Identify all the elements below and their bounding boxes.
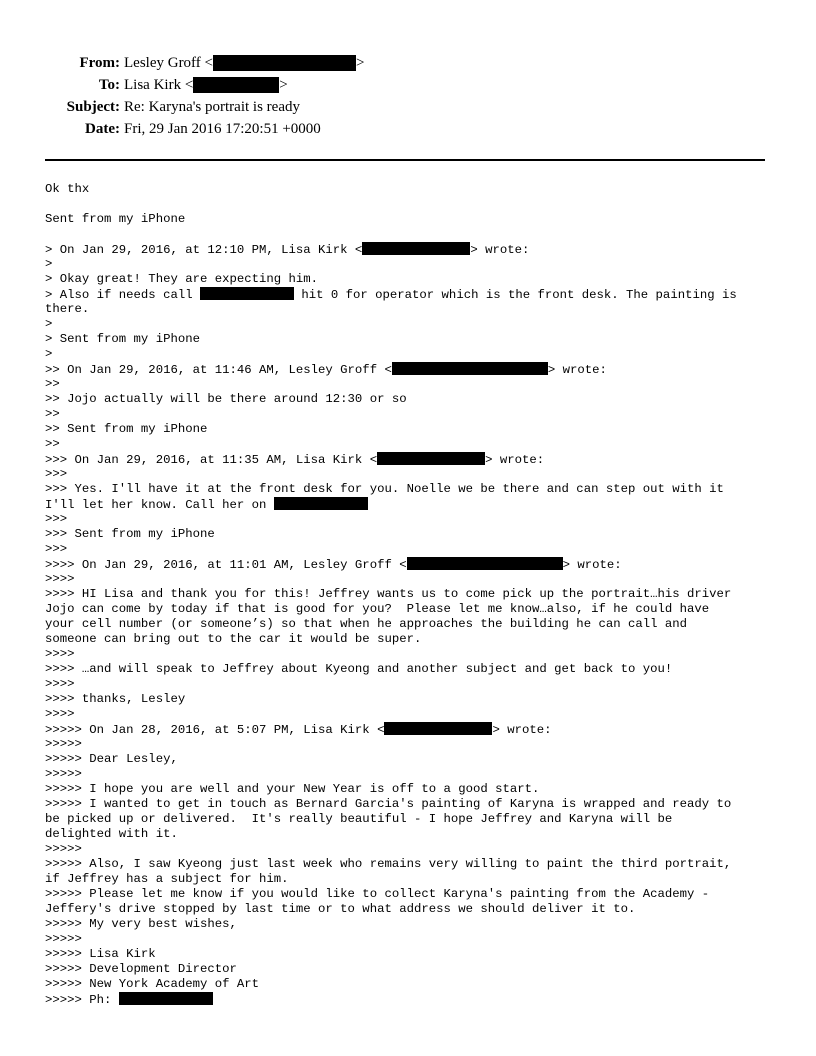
body-line: >>>> thanks, Lesley [45, 692, 186, 706]
body-line: there. [45, 302, 90, 316]
email-header [0, 52, 816, 140]
quote-header-wrote: > wrote: [470, 243, 530, 257]
redaction-bar [213, 55, 356, 71]
redaction-bar [384, 722, 492, 735]
body-line: someone can bring out to the car it would be super. [45, 632, 422, 646]
from-label: From: [79, 55, 120, 71]
body-line: > [45, 347, 53, 361]
body-line: if Jeffrey has a subject for him. [45, 872, 289, 886]
quote-header-text: >> On Jan 29, 2016, at 11:46 AM, Lesley Groff < [45, 363, 392, 377]
body-text: hit 0 for operator which is the front desk. The painting is [293, 288, 737, 302]
body-line [45, 287, 785, 302]
quote-header-text: >>> On Jan 29, 2016, at 11:35 AM, Lisa Kirk < [45, 453, 378, 467]
body-line: >>>> HI Lisa and thank you for this! Jeffrey wants us to come pick up the portrait…his driver [45, 587, 732, 601]
from-close: > [356, 55, 365, 71]
body-line: >>>>> [45, 842, 82, 856]
body-line: >> [45, 377, 60, 391]
body-line: >> Jojo actually will be there around 12:30 or so [45, 392, 407, 406]
redaction-bar [200, 287, 294, 300]
body-line [45, 722, 785, 737]
body-line-blank [45, 197, 785, 212]
body-line: >>> [45, 542, 68, 556]
quote-header-text: > On Jan 29, 2016, at 12:10 PM, Lisa Kirk < [45, 243, 363, 257]
body-line: > [45, 257, 53, 271]
body-line: >>>> [45, 572, 75, 586]
quote-header-wrote: > wrote: [485, 453, 545, 467]
subject-row [0, 96, 816, 118]
body-line: >>> [45, 512, 68, 526]
body-line: >>>>> I wanted to get in touch as Bernard Garcia's painting of Karyna is wrapped and ready to [45, 797, 732, 811]
body-line: >> Sent from my iPhone [45, 422, 208, 436]
body-line [45, 557, 785, 572]
body-line: >>>>> [45, 932, 82, 946]
to-value: Lisa Kirk < [124, 77, 194, 93]
body-line: Jeffery's drive stopped by last time or to what address we should deliver it to. [45, 902, 636, 916]
body-line: >>>>> Dear Lesley, [45, 752, 178, 766]
redaction-bar [119, 992, 213, 1005]
body-line [45, 497, 785, 512]
body-line: >>>> [45, 677, 75, 691]
body-line: >>>>> My very best wishes, [45, 917, 237, 931]
subject-label: Subject: [66, 99, 120, 115]
from-row [0, 52, 816, 74]
body-line-blank [45, 227, 785, 242]
body-line: be picked up or delivered. It's really beautiful - I hope Jeffrey and Karyna will be [45, 812, 673, 826]
to-label: To: [98, 77, 120, 93]
body-line: >>> [45, 467, 68, 481]
subject-value: Re: Karyna's portrait is ready [124, 99, 300, 115]
body-line: >>> Sent from my iPhone [45, 527, 215, 541]
email-body [45, 182, 785, 1007]
quote-header-wrote: > wrote: [562, 558, 622, 572]
from-value: Lesley Groff < [124, 55, 213, 71]
body-line: >>>>> [45, 767, 82, 781]
body-line: your cell number (or someone’s) so that when he approaches the building he can call and [45, 617, 688, 631]
to-row [0, 74, 816, 96]
body-line: Jojo can come by today if that is good for you? Please let me know…also, if he could have [45, 602, 710, 616]
body-line: >>>>> Please let me know if you would like to collect Karyna's painting from the Academy - [45, 887, 710, 901]
body-line: >>>> …and will speak to Jeffrey about Kyeong and another subject and get back to you! [45, 662, 673, 676]
body-text: > Also if needs call [45, 288, 200, 302]
body-line: Ok thx [45, 182, 90, 196]
body-line: >>>>> Lisa Kirk [45, 947, 156, 961]
quote-header-text: >>>>> On Jan 28, 2016, at 5:07 PM, Lisa Kirk < [45, 723, 385, 737]
body-line: >>>>> New York Academy of Art [45, 977, 260, 991]
body-line [45, 362, 785, 377]
body-line: delighted with it. [45, 827, 178, 841]
quote-header-wrote: > wrote: [547, 363, 607, 377]
body-line: >>> Yes. I'll have it at the front desk for you. Noelle we be there and can step out with it [45, 482, 724, 496]
body-line: >>>> [45, 647, 75, 661]
body-line: > Okay great! They are expecting him. [45, 272, 319, 286]
body-line: >>>> [45, 707, 75, 721]
body-line: Sent from my iPhone [45, 212, 186, 226]
body-line: > [45, 317, 53, 331]
quote-header-wrote: > wrote: [492, 723, 552, 737]
header-divider [45, 159, 765, 161]
date-row [0, 118, 816, 140]
redaction-bar [193, 77, 279, 93]
redaction-bar [377, 452, 485, 465]
quote-header-text: >>>> On Jan 29, 2016, at 11:01 AM, Lesley Groff < [45, 558, 407, 572]
body-text: I'll let her know. Call her on [45, 498, 274, 512]
date-value: Fri, 29 Jan 2016 17:20:51 +0000 [124, 121, 321, 137]
body-line [45, 992, 785, 1007]
body-line: >> [45, 407, 60, 421]
body-line [45, 452, 785, 467]
body-line: >>>>> Development Director [45, 962, 237, 976]
redaction-bar [392, 362, 548, 375]
date-label: Date: [85, 121, 120, 137]
body-line: > Sent from my iPhone [45, 332, 200, 346]
body-text: >>>>> Ph: [45, 993, 119, 1007]
body-line: >> [45, 437, 60, 451]
redaction-bar [407, 557, 563, 570]
body-line [45, 242, 785, 257]
body-line: >>>>> I hope you are well and your New Year is off to a good start. [45, 782, 540, 796]
body-line: >>>>> Also, I saw Kyeong just last week who remains very willing to paint the third portrait, [45, 857, 732, 871]
redaction-bar [362, 242, 470, 255]
body-line: >>>>> [45, 737, 82, 751]
redaction-bar [274, 497, 368, 510]
to-close: > [279, 77, 288, 93]
